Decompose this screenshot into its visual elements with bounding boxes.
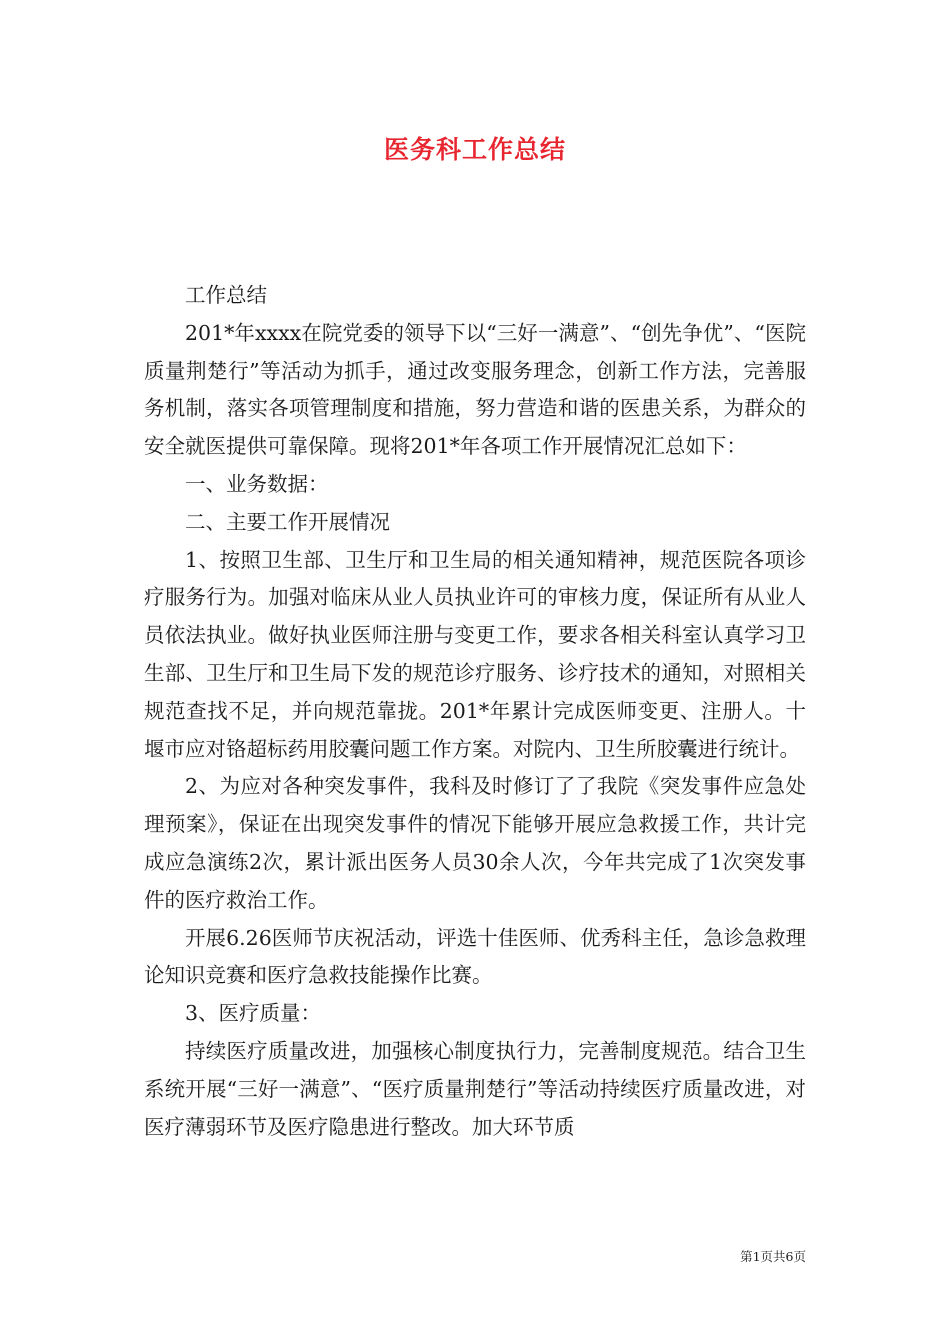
paragraph-quality: 持续医疗质量改进，加强核心制度执行力，完善制度规范。结合卫生系统开展“三好一满意”、“医疗质量荆楚行”等活动持续医疗质量改进，对医疗薄弱环节及医疗隐患进行整改。加大环节质: [144, 1038, 806, 1139]
paragraph-section-1: 一、业务数据：: [185, 471, 329, 496]
paragraph-item-2: 2、为应对各种突发事件，我科及时修订了了我院《突发事件应急处理预案》，保证在出现突发事件的情况下能够开展应急救援工作，共计完成应急演练2次，累计派出医务人员30余人次，今年共完成了1次突发事件的医疗救治工作。: [144, 774, 806, 912]
paragraph-activity: 开展6.26医师节庆祝活动，评选十佳医师、优秀科主任，急诊急救理论知识竞赛和医疗急救技能操作比赛。: [144, 925, 806, 988]
page-number: 第1页共6页: [740, 1249, 806, 1264]
paragraph-item-1: 1、按照卫生部、卫生厅和卫生局的相关通知精神，规范医院各项诊疗服务行为。加强对临床从业人员执业许可的审核力度，保证所有从业人员依法执业。做好执业医师注册与变更工作，要求各相关科室认真学习卫生部、卫生厅和卫生局下发的规范诊疗服务、诊疗技术的通知，对照相关规范查找不足，并向规范靠拢。201*年累计完成医师变更、注册人。十堰市应对铬超标药用胶囊问题工作方案。对院内、卫生所胶囊进行统计。: [144, 547, 806, 761]
paragraph-heading-summary: 工作总结: [185, 283, 267, 307]
document-title: 医务科工作总结: [383, 135, 566, 164]
paragraph-section-2: 二、主要工作开展情况: [185, 509, 390, 534]
paragraph-intro: 201*年xxxx在院党委的领导下以“三好一满意”、“创先争优”、“医院质量荆楚行”等活动为抓手，通过改变服务理念，创新工作方法，完善服务机制，落实各项管理制度和措施，努力营造和谐的医患关系，为群众的安全就医提供可靠保障。现将201*年各项工作开展情况汇总如下：: [144, 320, 806, 459]
document-body: [144, 277, 806, 1146]
paragraph-item-3: 3、医疗质量：: [185, 1001, 322, 1026]
